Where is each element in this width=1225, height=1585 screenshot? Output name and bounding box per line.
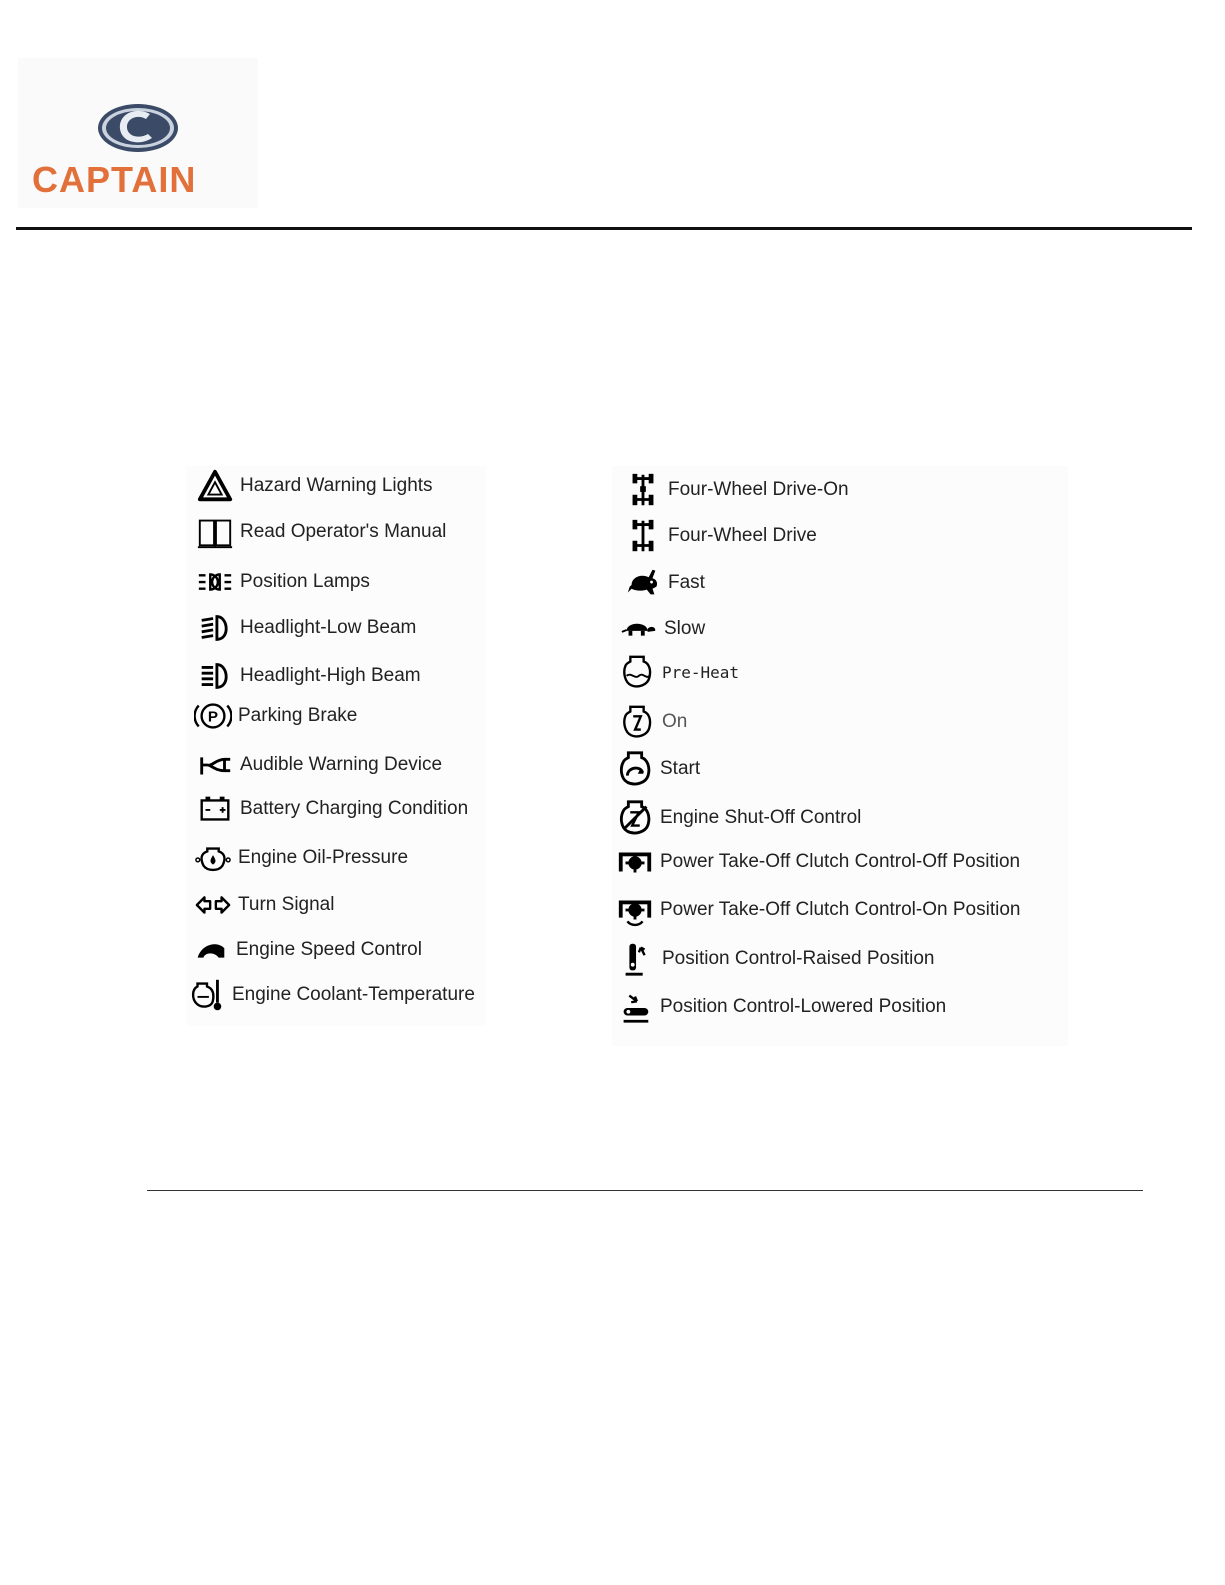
engine-start-icon — [614, 749, 656, 789]
symbol-pto-off-position — [614, 842, 1020, 882]
symbol-engine-oil-pressure — [192, 838, 408, 878]
turtle-icon — [618, 609, 660, 649]
captain-logo-text: CAPTAIN — [32, 159, 197, 200]
symbol-label: Hazard Warning Lights — [240, 475, 433, 496]
position-lamps-icon — [194, 562, 236, 602]
ignition-on-icon — [616, 702, 658, 742]
turn-signal-icon — [192, 885, 234, 925]
symbol-engine-coolant-temperature — [186, 975, 475, 1015]
symbol-engine-speed-control — [190, 930, 422, 970]
symbol-label: Position Lamps — [240, 571, 370, 592]
symbol-slow — [618, 609, 705, 649]
svg-text:P: P — [207, 708, 219, 726]
symbol-start — [614, 749, 700, 789]
symbol-parking-brake — [192, 696, 357, 736]
coolant-temp-icon — [186, 975, 228, 1015]
symbol-label: Pre-Heat — [662, 662, 740, 682]
symbol-pto-on-position — [614, 890, 1020, 930]
symbol-label: Slow — [664, 618, 706, 639]
symbol-position-lamps — [194, 562, 370, 602]
symbol-label: Engine Shut-Off Control — [660, 807, 862, 828]
symbol-read-operators-manual — [194, 512, 446, 552]
battery-icon — [194, 789, 236, 829]
pto-off-icon — [614, 842, 656, 882]
symbol-label: Battery Charging Condition — [240, 798, 469, 819]
symbol-hazard-warning-lights — [194, 466, 433, 506]
symbol-label: Four-Wheel Drive-On — [668, 479, 849, 500]
symbol-engine-shut-off-control — [614, 798, 861, 838]
symbol-label: Headlight-High Beam — [240, 665, 421, 686]
symbol-headlight-low-beam — [194, 608, 416, 648]
symbol-battery-charging-condition — [194, 789, 468, 829]
four-wheel-drive-on-icon — [622, 470, 664, 510]
symbol-label: Engine Coolant-Temperature — [232, 984, 475, 1005]
horn-icon — [194, 745, 236, 785]
symbol-label: Headlight-Low Beam — [240, 617, 417, 638]
symbol-label: Start — [660, 758, 701, 779]
symbol-label: Power Take-Off Clutch Control-Off Position — [660, 851, 1021, 872]
symbol-audible-warning-device — [194, 745, 442, 785]
symbol-four-wheel-drive-on — [622, 470, 849, 510]
symbol-four-wheel-drive — [622, 516, 817, 556]
symbol-position-control-lowered — [614, 987, 946, 1027]
symbol-label: Engine Oil-Pressure — [238, 847, 409, 868]
low-beam-icon — [194, 608, 236, 648]
header-divider — [16, 227, 1192, 230]
engine-speed-icon — [190, 930, 232, 970]
oil-pressure-icon — [192, 838, 234, 878]
symbol-label: Position Control-Raised Position — [662, 948, 935, 969]
symbol-turn-signal — [192, 885, 334, 925]
symbol-label: Power Take-Off Clutch Control-On Position — [660, 899, 1021, 920]
symbol-fast — [622, 563, 705, 603]
symbol-label: Position Control-Lowered Position — [660, 996, 947, 1017]
pto-on-icon — [614, 890, 656, 930]
symbol-label: Audible Warning Device — [240, 754, 443, 775]
symbol-label: Four-Wheel Drive — [668, 525, 817, 546]
four-wheel-drive-icon — [622, 516, 664, 556]
hitch-raised-icon — [616, 939, 658, 979]
symbol-pre-heat — [616, 652, 739, 692]
footer-divider — [147, 1190, 1143, 1191]
symbol-position-control-raised — [616, 939, 934, 979]
preheat-icon — [616, 652, 658, 692]
hazard-triangle-icon — [194, 466, 236, 506]
parking-brake-icon — [192, 696, 234, 736]
engine-shutoff-icon — [614, 798, 656, 838]
symbol-label: On — [662, 711, 688, 732]
symbol-label: Parking Brake — [238, 705, 358, 726]
symbol-label: Turn Signal — [238, 894, 335, 915]
captain-logo — [18, 58, 258, 208]
symbol-label: Engine Speed Control — [236, 939, 422, 960]
captain-logo-mark-icon — [96, 102, 180, 154]
symbol-label: Read Operator's Manual — [240, 521, 447, 542]
symbol-label: Fast — [668, 572, 705, 593]
high-beam-icon — [194, 656, 236, 696]
symbol-headlight-high-beam — [194, 656, 421, 696]
rabbit-icon — [622, 563, 664, 603]
book-icon — [194, 512, 236, 552]
hitch-lowered-icon — [614, 987, 656, 1027]
symbol-on — [616, 702, 687, 742]
